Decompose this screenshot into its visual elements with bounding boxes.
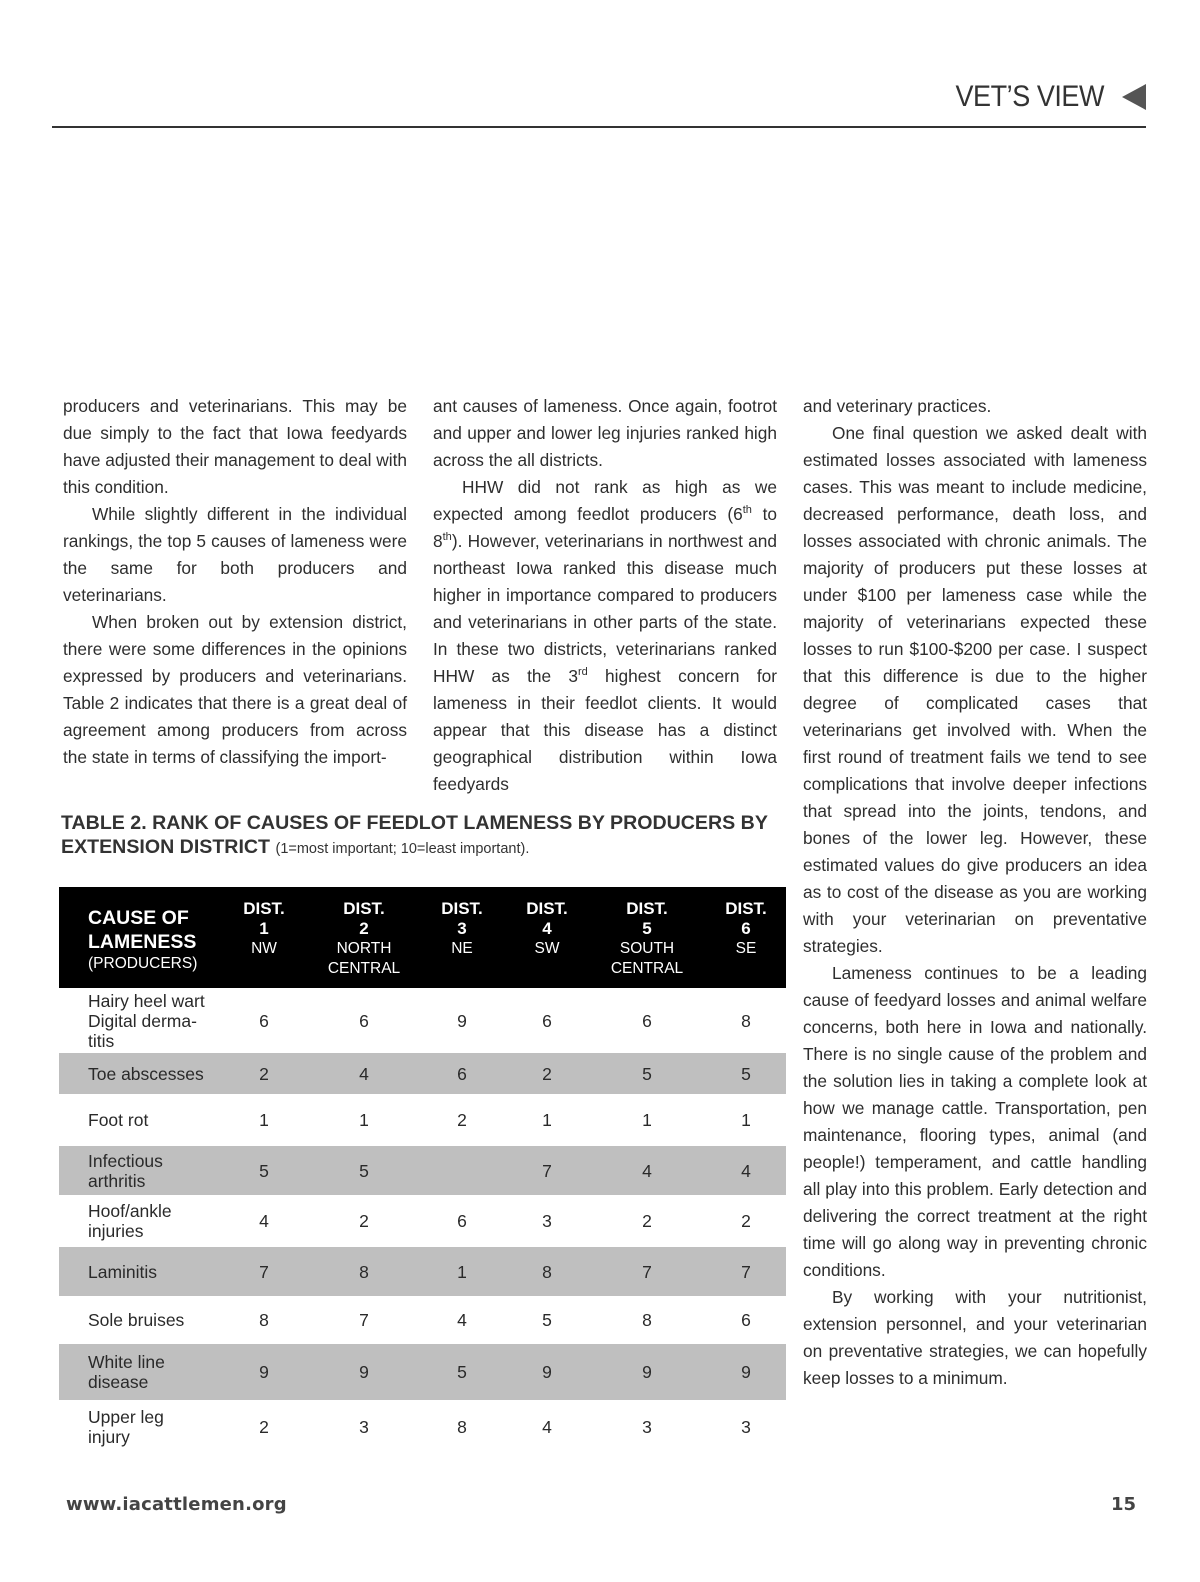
- footer-url[interactable]: www.iacattlemen.org: [66, 1494, 287, 1515]
- article-column-1: [63, 393, 407, 771]
- triangle-left-icon: [1122, 84, 1146, 110]
- rank-cell: 9: [457, 1010, 467, 1031]
- page-number: 15: [1110, 1494, 1136, 1515]
- cause-cell: Upper leg injury: [88, 1406, 164, 1447]
- table-row: [59, 1344, 786, 1400]
- rank-cell: 8: [259, 1310, 269, 1330]
- section-title: VET’S VIEW: [955, 80, 1104, 113]
- rank-cell: 8: [310, 1247, 418, 1296]
- rank-cell: 8: [642, 1310, 652, 1330]
- cause-cell: Hoof/ankle injuries: [88, 1201, 172, 1241]
- rank-cell: 5: [310, 1146, 418, 1195]
- cause-cell: Laminitis: [59, 1247, 218, 1296]
- rank-cell: 7: [706, 1247, 786, 1296]
- cause-cell: White line disease: [59, 1344, 218, 1400]
- rank-cell: 6: [457, 1211, 467, 1231]
- rank-cell: 9: [310, 1344, 418, 1400]
- rank-cell: 2: [457, 1110, 467, 1130]
- paragraph: and veterinary practices.: [803, 396, 992, 416]
- column-header-dist-6: DIST. 6 SE: [706, 887, 786, 988]
- cause-cell: Foot rot: [88, 1110, 149, 1130]
- rank-cell: 1: [542, 1110, 552, 1130]
- rank-cell: 2: [359, 1211, 369, 1231]
- rank-cell: 2: [506, 1053, 588, 1094]
- cause-cell: Infectious arthritis: [59, 1146, 218, 1195]
- rank-cell: 4: [310, 1053, 418, 1094]
- rank-cell: 7: [218, 1247, 310, 1296]
- rank-cell: 5: [218, 1146, 310, 1195]
- rank-cell: 5: [418, 1344, 506, 1400]
- rank-cell: 3: [642, 1416, 652, 1437]
- column-header-dist-3: DIST. 3 NE: [418, 887, 506, 988]
- cause-cell: Toe abscesses: [59, 1053, 218, 1094]
- table-row: [59, 1094, 786, 1146]
- lameness-rank-table: [59, 887, 786, 1453]
- paragraph: producers and veterinarians. This may be due simply to the fact that Iowa feedyards have adjusted their management to deal with this condition.: [63, 396, 407, 497]
- article-column-3: [803, 393, 1147, 1392]
- rank-cell: 5: [588, 1053, 706, 1094]
- column-header-dist-4: DIST. 4 SW: [506, 887, 588, 988]
- paragraph: Lameness continues to be a leading cause of feedyard losses and animal welfare concerns, both here in Iowa and nationally. There is no single cause of the problem and the solution lies in taking a complete look at how we manage cattle. Transportation, pen maintenance, flooring types, animal (and people!) temperament, and cattle handling all play into this problem. Early detection and delivering the correct treatment at the right time will go along way in preventing chronic conditions.: [803, 963, 1147, 1280]
- rank-cell: 4: [588, 1146, 706, 1195]
- table-row: [59, 1195, 786, 1247]
- column-header-dist-2: DIST. 2 NORTH CENTRAL: [310, 887, 418, 988]
- rank-cell: 7: [588, 1247, 706, 1296]
- cause-cell: Hairy heel wart Digital derma- titis: [88, 990, 205, 1051]
- rank-cell: 8: [457, 1416, 467, 1437]
- paragraph: When broken out by extension district, there were some differences in the opinions expressed by producers and veterinarians. Table 2 indicates that there is a great deal of agreement among producers from across the state in terms of classifying the import-: [63, 612, 407, 767]
- paragraph: ant causes of lameness. Once again, footrot and upper and lower leg injuries ranked high across the all districts.: [433, 396, 777, 470]
- rank-cell: 6: [642, 1010, 652, 1031]
- rank-cell: 2: [741, 1211, 751, 1231]
- rank-cell: 6: [418, 1053, 506, 1094]
- column-header-dist-5: DIST. 5 SOUTH CENTRAL: [588, 887, 706, 988]
- rank-cell: 9: [506, 1344, 588, 1400]
- rank-cell: 8: [741, 1010, 751, 1031]
- rank-cell: 9: [218, 1344, 310, 1400]
- rank-cell: 1: [359, 1110, 369, 1130]
- column-header-dist-1: DIST. 1 NW: [218, 887, 310, 988]
- rank-cell: 1: [642, 1110, 652, 1130]
- rank-cell: 6: [359, 1010, 369, 1031]
- rank-cell: 1: [741, 1110, 751, 1130]
- rank-cell: 2: [259, 1416, 269, 1437]
- rank-cell: 3: [542, 1211, 552, 1231]
- rank-cell: 9: [706, 1344, 786, 1400]
- rank-cell: 7: [359, 1310, 369, 1330]
- rank-cell: 1: [418, 1247, 506, 1296]
- rank-cell: 6: [741, 1310, 751, 1330]
- table-row: [59, 1296, 786, 1344]
- rank-cell: 5: [542, 1310, 552, 1330]
- rank-cell: 3: [741, 1416, 751, 1437]
- rank-cell: 6: [542, 1010, 552, 1031]
- rank-cell: 4: [259, 1211, 269, 1231]
- rank-cell: 2: [642, 1211, 652, 1231]
- table-header-row: [59, 887, 786, 988]
- table-row: [59, 1053, 786, 1094]
- rank-cell: 4: [457, 1310, 467, 1330]
- rank-cell: 4: [706, 1146, 786, 1195]
- rank-cell: [418, 1146, 506, 1195]
- cause-cell: Sole bruises: [88, 1310, 185, 1330]
- rank-cell: 1: [259, 1110, 269, 1130]
- paragraph: By working with your nutritionist, extension personnel, and your veterinarian on preventative strategies, we can hopefully keep losses to a minimum.: [803, 1287, 1147, 1388]
- paragraph: HHW did not rank as high as we expected among feedlot producers (6th to 8th). However, veterinarians in northwest and northeast Iowa ranked this disease much higher in importance compared to producers and veterinarians in other parts of the state. In these two districts, veterinarians ranked HHW as the 3rd highest concern for lameness in their feedlot clients. It would appear that this disease has a distinct geographical distribution within Iowa feedyards: [433, 477, 777, 794]
- rank-cell: 4: [542, 1416, 552, 1437]
- rank-cell: 8: [506, 1247, 588, 1296]
- rank-cell: 3: [359, 1416, 369, 1437]
- article-column-2: [433, 393, 777, 798]
- rank-cell: 5: [706, 1053, 786, 1094]
- table-row: [59, 1146, 786, 1195]
- rank-cell: 7: [506, 1146, 588, 1195]
- table-row: [59, 988, 786, 1053]
- rank-cell: 2: [218, 1053, 310, 1094]
- rank-cell: 6: [259, 1010, 269, 1031]
- table-row: [59, 1400, 786, 1453]
- paragraph: While slightly different in the individual rankings, the top 5 causes of lameness were the same for both producers and veterinarians.: [63, 504, 407, 605]
- table-caption: TABLE 2. RANK OF CAUSES OF FEEDLOT LAMENESS BY PRODUCERS BY EXTENSION DISTRICT (1=most important; 10=least important).: [61, 812, 768, 858]
- column-header-cause: CAUSE OF LAMENESS (PRODUCERS): [59, 887, 218, 988]
- table-row: [59, 1247, 786, 1296]
- rank-cell: 9: [588, 1344, 706, 1400]
- header-divider: [52, 126, 1146, 128]
- paragraph: One final question we asked dealt with estimated losses associated with lameness cases. This was meant to include medicine, decreased performance, death loss, and losses associated with chronic animals. The majority of producers put these losses at under $100 per lameness case while the majority of veterinarians expected these losses to run $100-$200 per case. I suspect that this difference is due to the higher degree of complicated cases that veterinarians get involved with. When the first round of treatment fails we tend to see complications that involve deeper infections that spread into the joints, tendons, and bones of the lower leg. However, these estimated values do give producers an idea as to cost of the disease as you are working with your veterinarian on preventative strategies.: [803, 423, 1147, 956]
